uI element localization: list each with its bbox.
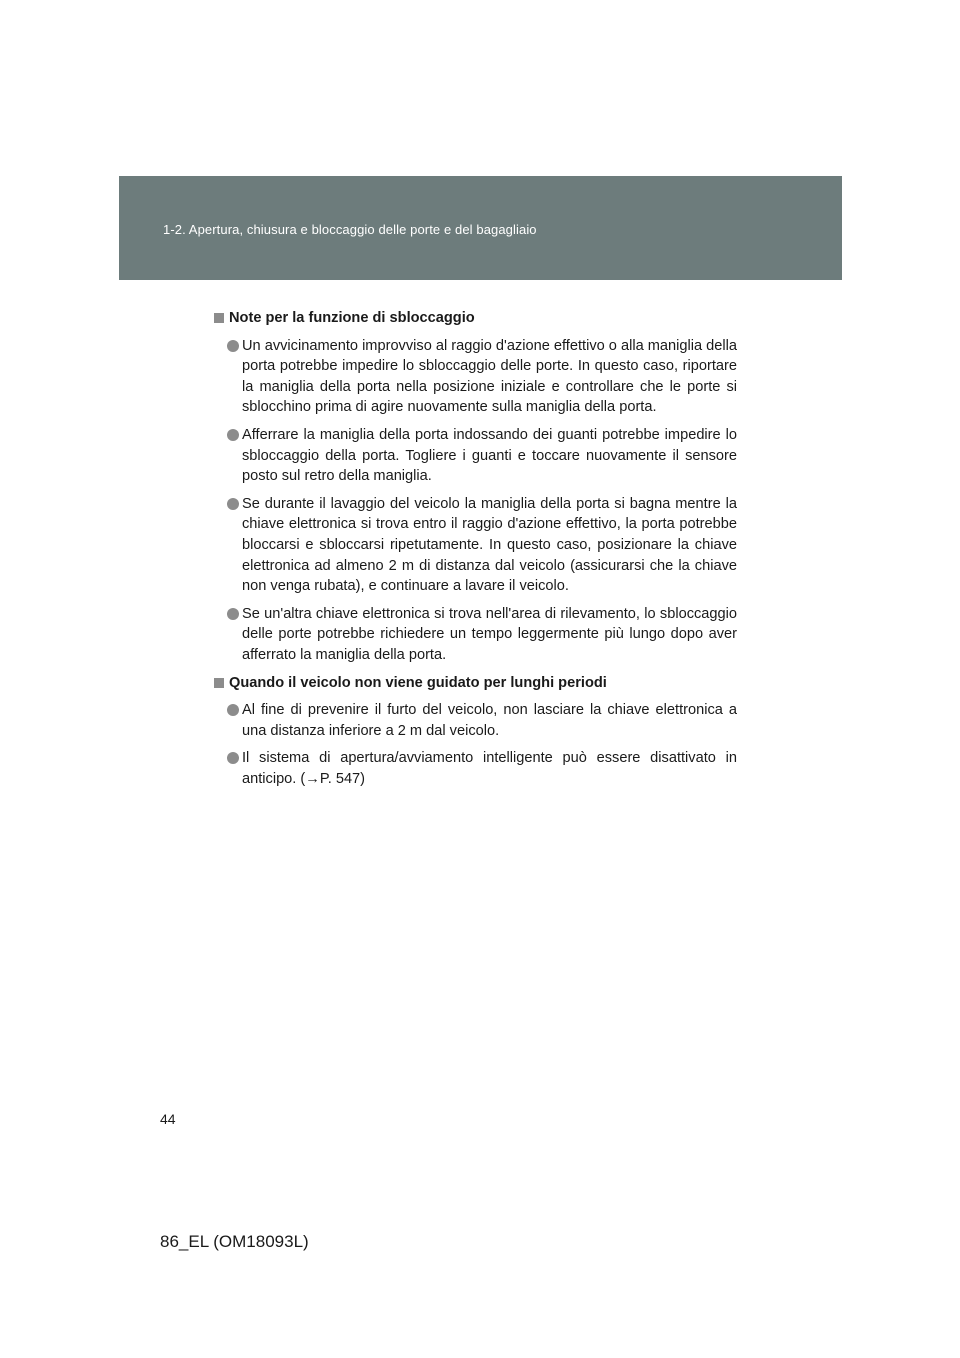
circle-bullet-icon bbox=[227, 704, 239, 716]
square-bullet-icon bbox=[214, 313, 224, 323]
section-unlock-notes bbox=[212, 308, 737, 666]
header-band bbox=[119, 176, 842, 280]
section-long-periods bbox=[212, 673, 737, 790]
list-item bbox=[212, 494, 737, 597]
list-item-text: Se durante il lavaggio del veicolo la maniglia della porta si bagna mentre la chiave elettronica si trova entro il raggio d'azione effettivo, la porta potrebbe bloccarsi e sbloccarsi ripetutamente. In questo caso, posizionare la chiave elettronica ad almeno 2 m di distanza dal veicolo (assicurarsi che la chiave non venga rubata), e continuare a lavare il veicolo. bbox=[242, 495, 737, 595]
section-title: 1-2. Apertura, chiusura e bloccaggio delle porte e del bagagliaio bbox=[163, 222, 537, 237]
circle-bullet-icon bbox=[227, 340, 239, 352]
list-item bbox=[212, 336, 737, 418]
list-item-text: Afferrare la maniglia della porta indossando dei guanti potrebbe impedire lo sbloccaggio della porta. Togliere i guanti e toccare nuovamente il sensore posto sul retro della maniglia. bbox=[242, 426, 737, 485]
list-item-text: Il sistema di apertura/avviamento intelligente può essere disattivato in anticipo. (→P. 547) bbox=[242, 750, 737, 787]
section-heading bbox=[212, 673, 737, 694]
square-bullet-icon bbox=[214, 678, 224, 688]
list-item-text: Un avvicinamento improvviso al raggio d'azione effettivo o alla maniglia della porta potrebbe impedire lo sbloccaggio delle porte. In questo caso, riportare la maniglia della porta nella posizione iniziale e controllare che le porte si sblocchino prima di agire nuovamente sulla maniglia della porta. bbox=[242, 337, 737, 416]
list-item bbox=[212, 425, 737, 487]
circle-bullet-icon bbox=[227, 608, 239, 620]
list-item bbox=[212, 604, 737, 666]
list-item bbox=[212, 700, 737, 741]
section-heading-text: Quando il veicolo non viene guidato per lunghi periodi bbox=[229, 674, 607, 691]
page-number: 44 bbox=[160, 1111, 176, 1127]
circle-bullet-icon bbox=[227, 498, 239, 510]
circle-bullet-icon bbox=[227, 429, 239, 441]
list-item-text: Al fine di prevenire il furto del veicolo, non lasciare la chiave elettronica a una distanza inferiore a 2 m dal veicolo. bbox=[242, 702, 737, 739]
document-code: 86_EL (OM18093L) bbox=[160, 1232, 309, 1251]
section-heading-text: Note per la funzione di sbloccaggio bbox=[229, 310, 475, 326]
circle-bullet-icon bbox=[227, 752, 239, 764]
list-item bbox=[212, 748, 737, 789]
list-item-text: Se un'altra chiave elettronica si trova nell'area di rilevamento, lo sbloccaggio delle porte potrebbe richiedere un tempo leggermente più lungo dopo aver afferrato la maniglia della porta. bbox=[242, 605, 737, 663]
section-heading bbox=[212, 308, 737, 329]
page-content bbox=[212, 308, 737, 796]
